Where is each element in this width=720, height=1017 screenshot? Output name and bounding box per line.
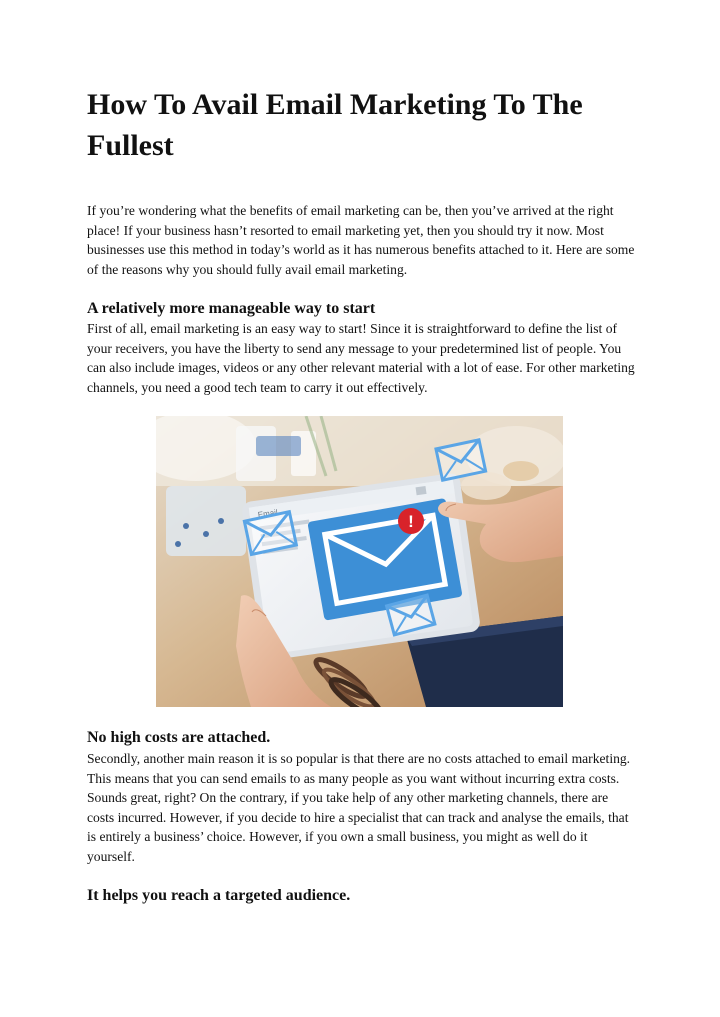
alert-icon: [398, 508, 424, 534]
floating-envelope-icon: [244, 512, 296, 555]
section-heading-manageable: A relatively more manageable way to start: [87, 300, 376, 317]
tablet-email-label: Email: [257, 507, 279, 520]
email-marketing-photo: [156, 416, 563, 707]
page-title: How To Avail Email Marketing To The Fullest: [87, 88, 583, 162]
svg-text:!: !: [408, 512, 414, 531]
section-body-manageable: First of all, email marketing is an easy way to start! Since it is straightforward to define the list of your receivers, you have the liberty to send any message to your predetermined list of people. You can also include images, videos or any other relevant material with a lot of ease. For other marketing channels, you need a good tech team to carry it out effectively.: [87, 321, 635, 395]
section-heading-audience: It helps you reach a targeted audience.: [87, 887, 351, 904]
section-heading-costs: No high costs are attached.: [87, 729, 271, 746]
intro-paragraph: If you’re wondering what the benefits of email marketing can be, then you’ve arrived at the right place! If your business hasn’t resorted to email marketing yet, then you should try it now. Most businesses use this method in today’s world as it has numerous benefits attached to it. Here are some of the reasons why you should fully avail email marketing.: [87, 203, 635, 277]
floating-envelope-icon: [436, 440, 486, 480]
section-body-costs: Secondly, another main reason it is so popular is that there are no costs attached to email marketing. This means that you can send emails to as many people as you want without incurring extra costs. Sounds great, right? On the contrary, if you take help of any other marketing channels, there are costs incurred. However, if you decide to hire a specialist that can track and analyse the emails, that is entirely a business’ choice. However, if you own a small business, you might as well do it yourself.: [87, 751, 631, 864]
